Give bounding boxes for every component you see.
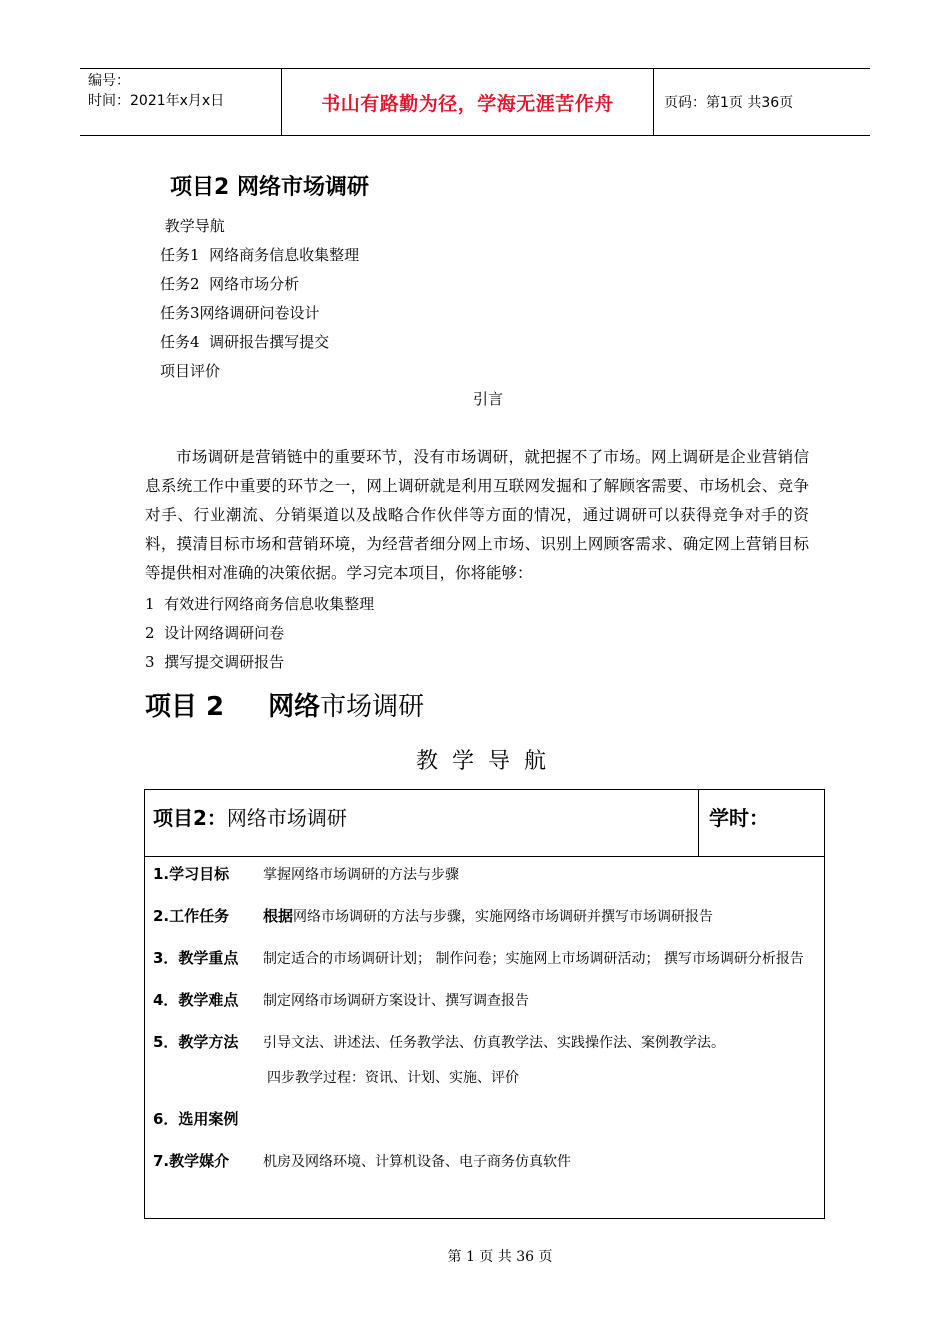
title-part-research: 市场调研 — [320, 692, 425, 722]
header-motto: 书山有路勤为径，学海无涯苦作舟 — [282, 69, 654, 135]
item-text: 制定网络市场调研方案设计、撰写调查报告 — [263, 993, 529, 1009]
table-row — [153, 944, 817, 973]
goal-item: 1 有效进行网络商务信息收集整理 — [145, 595, 375, 613]
nav-list-item: 教学导航 — [160, 217, 225, 235]
table-row — [153, 1147, 817, 1176]
hours-cell: 学时： — [709, 806, 769, 830]
goal-item: 2 设计网络调研问卷 — [145, 624, 285, 642]
nav-list-item: 任务2 网络市场分析 — [160, 275, 300, 293]
time-label: 时间：2021年x月x日 — [88, 93, 225, 109]
intro-paragraph: 市场调研是营销链中的重要环节，没有市场调研，就把握不了市场。网上调研是企业营销信息系统工作中重要的环节之一，网上调研就是利用互联网发掘和了解顾客需要、市场机会、竞争对手、行业潮流、分销渠道以及战略合作伙伴等方面的情况，通过调研可以获得竞争对手的资料，摸清目标市场和营销环境，为经营者细分网上市场、识别上网顾客需求、确定网上营销目标等提供相对准确的决策依据。学习完本项目，你将能够： — [145, 448, 809, 582]
item-text-bold: 根据 — [263, 907, 294, 925]
title-part-network: 网络 — [268, 692, 321, 722]
item-label: 5．教学方法 — [153, 1033, 239, 1051]
table-row — [153, 986, 817, 1015]
item-label: 2.工作任务 — [153, 907, 230, 925]
item-label: 7.教学媒介 — [153, 1152, 230, 1170]
table-row — [153, 860, 817, 889]
header-page-info: 页码：第1页 共36页 — [664, 95, 794, 111]
table-row — [153, 902, 817, 931]
teaching-nav-table — [144, 789, 825, 1219]
item-label: 6．选用案例 — [153, 1110, 239, 1128]
goal-item: 3 撰写提交调研报告 — [145, 653, 285, 671]
number-label: 编号： — [88, 73, 130, 89]
project-title-large — [145, 686, 424, 723]
table-row — [153, 1105, 817, 1134]
item-label: 1.学习目标 — [153, 865, 230, 883]
nav-list-item: 任务3网络调研问卷设计 — [160, 304, 320, 322]
nav-list-item: 任务4 调研报告撰写提交 — [160, 333, 330, 351]
project-cell — [145, 790, 699, 856]
page-footer: 第 1 页 共 36 页 — [447, 1249, 553, 1265]
nav-heading: 教学导航 — [415, 749, 560, 774]
method-extra-line: 四步教学过程：资讯、计划、实施、评价 — [267, 1070, 519, 1086]
item-label: 3．教学重点 — [153, 949, 239, 967]
project-title: 项目2 网络市场调研 — [170, 175, 369, 200]
nav-list-item: 任务1 网络商务信息收集整理 — [160, 246, 360, 264]
item-text: 制定适合的市场调研计划； 制作问卷；实施网上市场调研活动； 撰写市场调研分析报告 — [263, 951, 804, 967]
item-label: 4．教学难点 — [153, 991, 239, 1009]
nav-list — [160, 212, 359, 386]
intro-heading: 引言 — [472, 390, 503, 408]
learning-goals — [145, 590, 374, 677]
item-text: 机房及网络环境、计算机设备、电子商务仿真软件 — [263, 1154, 571, 1170]
table-items — [153, 860, 817, 1189]
document-header — [80, 68, 870, 136]
table-header-row — [145, 790, 824, 857]
item-text: 掌握网络市场调研的方法与步骤 — [263, 867, 459, 883]
project-name: 网络市场调研 — [226, 806, 347, 830]
title-part-project: 项目 2 — [145, 692, 225, 722]
item-text: 引导文法、讲述法、任务教学法、仿真教学法、实践操作法、案例教学法。 — [263, 1035, 725, 1051]
table-row — [153, 1028, 817, 1057]
item-text: 网络市场调研的方法与步骤，实施网络市场调研并撰写市场调研报告 — [293, 909, 714, 925]
project-label: 项目2： — [153, 806, 227, 830]
nav-list-item: 项目评价 — [160, 362, 221, 380]
header-meta — [80, 69, 282, 135]
